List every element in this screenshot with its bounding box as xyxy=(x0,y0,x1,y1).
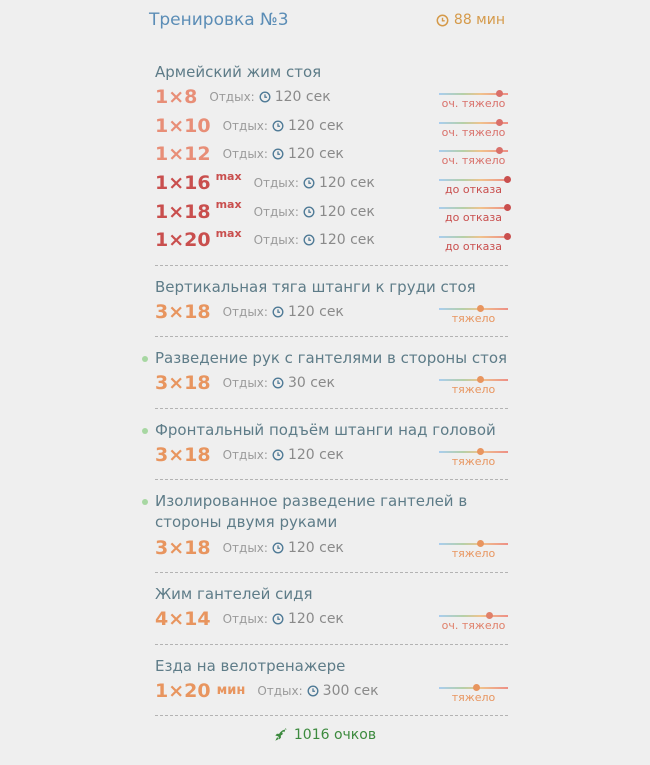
set-reps: 3×18 xyxy=(155,300,211,323)
intensity-marker xyxy=(504,176,511,183)
set-row[interactable] xyxy=(155,298,508,327)
points-total xyxy=(0,727,650,743)
intensity-scale xyxy=(439,301,508,325)
status-dot xyxy=(142,356,148,362)
status-dot xyxy=(142,428,148,434)
rest-value: 120 сек xyxy=(318,203,375,220)
intensity-marker xyxy=(504,204,511,211)
rest-label: Отдых: xyxy=(222,448,268,463)
rest-value: 120 сек xyxy=(287,303,344,320)
set-row[interactable] xyxy=(155,226,508,255)
set-reps: 1×20 xyxy=(155,229,211,252)
intensity-track xyxy=(439,179,508,181)
intensity-track xyxy=(439,543,508,545)
exercise-name: Армейский жим стоя xyxy=(155,63,322,81)
max-marker: max xyxy=(215,169,242,183)
exercise-item[interactable] xyxy=(155,491,508,573)
rest-value: 120 сек xyxy=(287,447,344,464)
intensity-label: тяжело xyxy=(451,454,496,468)
intensity-marker xyxy=(486,612,493,619)
rest-label: Отдых: xyxy=(222,147,268,162)
clock-icon xyxy=(272,120,284,132)
rest-time xyxy=(272,118,344,134)
exercise-name: Езда на велотренажере xyxy=(155,656,346,675)
intensity-marker xyxy=(496,90,503,97)
intensity-label: оч. тяжело xyxy=(441,97,506,110)
clock-icon xyxy=(272,148,284,160)
intensity-scale xyxy=(439,680,508,704)
exercise-item[interactable] xyxy=(155,277,508,338)
set-row[interactable] xyxy=(155,83,508,112)
rest-label: Отдых: xyxy=(222,304,268,319)
set-reps: 1×12 xyxy=(155,143,211,166)
set-row[interactable] xyxy=(155,197,508,226)
rest-value: 120 сек xyxy=(274,89,331,106)
set-reps: 1×16 xyxy=(155,172,211,195)
rest-label: Отдых: xyxy=(253,176,299,191)
intensity-label: оч. тяжело xyxy=(441,154,506,168)
intensity-label: оч. тяжело xyxy=(441,125,506,139)
set-reps: 1×18 xyxy=(155,200,211,223)
exercise-list xyxy=(155,62,508,727)
exercise-item[interactable] xyxy=(155,656,508,717)
set-reps: 1×8 xyxy=(155,86,198,109)
intensity-marker xyxy=(477,448,484,455)
intensity-marker xyxy=(504,233,511,240)
rest-label: Отдых: xyxy=(222,118,268,133)
rest-time xyxy=(272,304,344,320)
intensity-marker xyxy=(477,376,484,383)
duration-value: 88 мин xyxy=(453,12,505,28)
set-reps: 4×14 xyxy=(155,608,211,631)
clock-icon xyxy=(436,14,449,27)
rest-label: Отдых: xyxy=(222,540,268,555)
rest-time xyxy=(272,146,344,162)
intensity-marker xyxy=(496,119,503,126)
intensity-label: тяжело xyxy=(451,690,496,704)
rest-label: Отдых: xyxy=(222,376,268,391)
set-row[interactable] xyxy=(155,677,508,706)
intensity-track xyxy=(439,236,508,238)
clock-icon xyxy=(303,234,315,246)
rest-time xyxy=(272,540,344,556)
exercise-name: Разведение рук с гантелями в стороны стоя xyxy=(155,349,508,368)
set-row[interactable] xyxy=(155,169,508,198)
intensity-scale xyxy=(439,172,508,196)
intensity-marker xyxy=(473,684,480,691)
intensity-scale xyxy=(439,86,508,110)
clock-icon xyxy=(272,613,284,625)
clock-icon xyxy=(272,306,284,318)
intensity-label: тяжело xyxy=(451,383,496,397)
rest-time xyxy=(272,447,344,463)
rest-value: 120 сек xyxy=(318,232,375,249)
intensity-label: до отказа xyxy=(445,239,502,253)
intensity-scale xyxy=(439,536,508,560)
intensity-track xyxy=(439,379,508,381)
set-reps: 3×18 xyxy=(155,444,211,467)
clock-icon xyxy=(272,542,284,554)
set-row[interactable] xyxy=(155,605,508,634)
points-value: 1016 очков xyxy=(293,727,377,743)
intensity-track xyxy=(439,207,508,209)
exercise-item[interactable] xyxy=(155,420,508,481)
set-row[interactable] xyxy=(155,112,508,141)
intensity-scale xyxy=(439,200,508,224)
rest-label: Отдых: xyxy=(253,233,299,248)
intensity-marker xyxy=(477,305,484,312)
intensity-label: до отказа xyxy=(445,211,502,225)
set-reps: 1×20 xyxy=(155,679,211,702)
exercise-name: Жим гантелей сидя xyxy=(155,584,313,603)
set-row[interactable] xyxy=(155,140,508,169)
set-reps: 3×18 xyxy=(155,372,211,395)
rest-label: Отдых: xyxy=(222,612,268,627)
status-dot xyxy=(142,499,148,505)
intensity-label: до отказа xyxy=(445,182,502,196)
set-reps: 3×18 xyxy=(155,536,211,559)
intensity-label: оч. тяжело xyxy=(441,618,506,632)
rest-time xyxy=(303,232,375,248)
intensity-scale xyxy=(439,115,508,139)
rest-value: 120 сек xyxy=(287,611,344,628)
clock-icon xyxy=(259,91,271,103)
exercise-name: Изолированное разведение гантелей в стороны двумя руками xyxy=(155,492,468,532)
rest-value: 120 сек xyxy=(318,175,375,192)
rest-value: 120 сек xyxy=(287,117,344,134)
exercise-item[interactable] xyxy=(155,584,508,645)
intensity-track xyxy=(439,308,508,310)
clock-icon xyxy=(272,377,284,389)
rest-value: 300 сек xyxy=(322,682,379,699)
workout-duration xyxy=(436,12,505,28)
clock-icon xyxy=(272,449,284,461)
clock-icon xyxy=(307,685,319,697)
rest-time xyxy=(303,175,375,191)
rest-value: 120 сек xyxy=(287,146,344,163)
rest-time xyxy=(303,204,375,220)
rest-label: Отдых: xyxy=(257,683,303,698)
set-reps: 1×10 xyxy=(155,114,211,137)
intensity-scale xyxy=(439,229,508,253)
intensity-scale xyxy=(439,372,508,396)
set-row[interactable] xyxy=(155,441,508,470)
intensity-track xyxy=(439,451,508,453)
intensity-marker xyxy=(477,540,484,547)
rest-label: Отдых: xyxy=(209,90,255,105)
max-marker: max xyxy=(215,198,242,212)
rest-time xyxy=(307,683,379,699)
exercise-item[interactable] xyxy=(155,348,508,409)
intensity-scale xyxy=(439,444,508,468)
intensity-marker xyxy=(496,147,503,154)
max-marker: max xyxy=(215,226,242,240)
exercise-name: Фронтальный подъём штанги над головой xyxy=(155,420,496,439)
set-row[interactable] xyxy=(155,533,508,562)
reps-unit: мин xyxy=(216,683,246,699)
intensity-scale xyxy=(439,143,508,167)
workout-header xyxy=(149,10,505,34)
intensity-label: тяжело xyxy=(451,547,496,561)
set-row[interactable] xyxy=(155,369,508,398)
rest-label: Отдых: xyxy=(253,204,299,219)
rocket-icon xyxy=(274,728,288,742)
clock-icon xyxy=(303,177,315,189)
intensity-track xyxy=(439,615,508,617)
intensity-label: тяжело xyxy=(451,311,496,325)
rest-time xyxy=(272,611,344,627)
intensity-scale xyxy=(439,608,508,632)
clock-icon xyxy=(303,206,315,218)
rest-value: 30 сек xyxy=(287,375,335,392)
rest-time xyxy=(272,375,335,391)
workout-title: Тренировка №3 xyxy=(149,10,289,30)
exercise-item[interactable] xyxy=(155,62,508,266)
exercise-name: Вертикальная тяга штанги к груди стоя xyxy=(155,277,476,296)
rest-value: 120 сек xyxy=(287,539,344,556)
rest-time xyxy=(259,89,331,105)
